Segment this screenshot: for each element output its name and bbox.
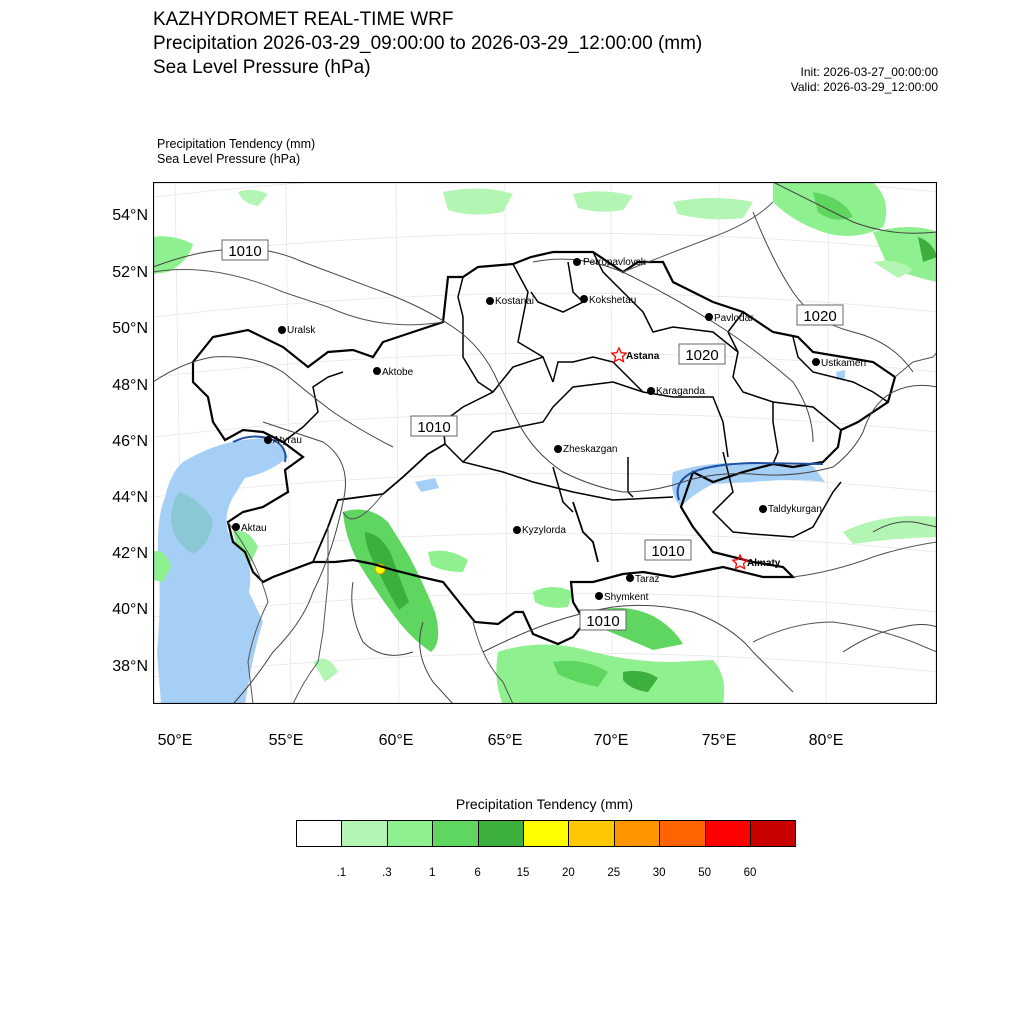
lat-label: 44°N bbox=[112, 489, 148, 506]
valid-time: Valid: 2026-03-29_12:00:00 bbox=[790, 80, 938, 94]
colorbar-label: 25 bbox=[607, 867, 621, 879]
lat-label: 48°N bbox=[112, 377, 148, 394]
city-label: Petropavlovsk bbox=[583, 257, 646, 268]
colorbar-label: .1 bbox=[336, 867, 347, 879]
subtitle-precip: Precipitation Tendency (mm) bbox=[157, 137, 316, 151]
city-label: Karaganda bbox=[656, 386, 705, 397]
colorbar-label: 15 bbox=[516, 867, 530, 879]
lon-label: 70°E bbox=[593, 732, 629, 749]
city-label: Aktobe bbox=[382, 367, 414, 378]
lon-label: 80°E bbox=[808, 732, 844, 749]
init-time: Init: 2026-03-27_00:00:00 bbox=[800, 65, 938, 79]
city-label: Pavlodar bbox=[714, 313, 754, 324]
lat-label: 46°N bbox=[112, 433, 148, 450]
city-label: Uralsk bbox=[287, 325, 316, 336]
lat-label: 42°N bbox=[112, 545, 148, 562]
pressure-label: 1020 bbox=[803, 308, 837, 325]
colorbar-box bbox=[341, 820, 387, 847]
map-title-period: Precipitation 2026-03-29_09:00:00 to 2026-03-29_12:00:00 (mm) bbox=[153, 33, 703, 54]
city-label: Taraz bbox=[635, 574, 660, 585]
lat-label: 52°N bbox=[112, 264, 148, 281]
lat-label: 50°N bbox=[112, 320, 148, 337]
city-label: Aktau bbox=[241, 523, 267, 534]
colorbar-box bbox=[614, 820, 660, 847]
city-label: Atyrau bbox=[273, 435, 302, 446]
lon-label: 50°E bbox=[157, 732, 193, 749]
colorbar-label: 20 bbox=[561, 867, 575, 879]
city-label: Zheskazgan bbox=[563, 444, 618, 455]
lat-label: 54°N bbox=[112, 207, 148, 224]
lon-label: 75°E bbox=[701, 732, 737, 749]
map-title-field: Sea Level Pressure (hPa) bbox=[153, 57, 371, 78]
subtitle-slp: Sea Level Pressure (hPa) bbox=[157, 152, 301, 166]
city-label: Shymkent bbox=[604, 592, 649, 603]
city-label: Almaty bbox=[747, 558, 781, 569]
lon-label: 55°E bbox=[268, 732, 304, 749]
colorbar-box bbox=[478, 820, 524, 847]
colorbar-box bbox=[387, 820, 433, 847]
colorbar-box bbox=[750, 820, 796, 847]
pressure-label: 1010 bbox=[586, 613, 620, 630]
colorbar-label: .3 bbox=[382, 867, 392, 879]
city-label: Taldykurgan bbox=[768, 504, 822, 515]
colorbar-title: Precipitation Tendency (mm) bbox=[455, 796, 634, 812]
city-label: Kyzylorda bbox=[522, 525, 566, 536]
pressure-label: 1020 bbox=[685, 347, 719, 364]
colorbar-box bbox=[659, 820, 705, 847]
colorbar-label: 1 bbox=[428, 867, 436, 879]
colorbar-label: 6 bbox=[474, 867, 481, 879]
map-panel bbox=[153, 182, 937, 704]
pressure-label: 1010 bbox=[228, 243, 262, 260]
colorbar-label: 60 bbox=[743, 867, 757, 879]
colorbar-box bbox=[523, 820, 569, 847]
lon-label: 65°E bbox=[487, 732, 523, 749]
colorbar-box bbox=[296, 820, 342, 847]
lat-label: 40°N bbox=[112, 601, 148, 618]
city-label: Kokshetau bbox=[589, 295, 637, 306]
map-title: KAZHYDROMET REAL-TIME WRF bbox=[153, 9, 454, 30]
lat-label: 38°N bbox=[112, 658, 148, 675]
city-label: Ustkamen bbox=[821, 358, 867, 369]
lon-label: 60°E bbox=[378, 732, 414, 749]
colorbar-label: 50 bbox=[698, 867, 711, 879]
colorbar-box bbox=[705, 820, 751, 847]
city-label: Astana bbox=[626, 351, 660, 362]
pressure-label: 1010 bbox=[651, 543, 685, 560]
colorbar-box bbox=[568, 820, 614, 847]
city-label: Kostanai bbox=[495, 296, 534, 307]
colorbar-label: 30 bbox=[652, 867, 666, 879]
map-canvas bbox=[153, 182, 937, 704]
pressure-label: 1010 bbox=[417, 419, 451, 436]
colorbar-box bbox=[432, 820, 478, 847]
